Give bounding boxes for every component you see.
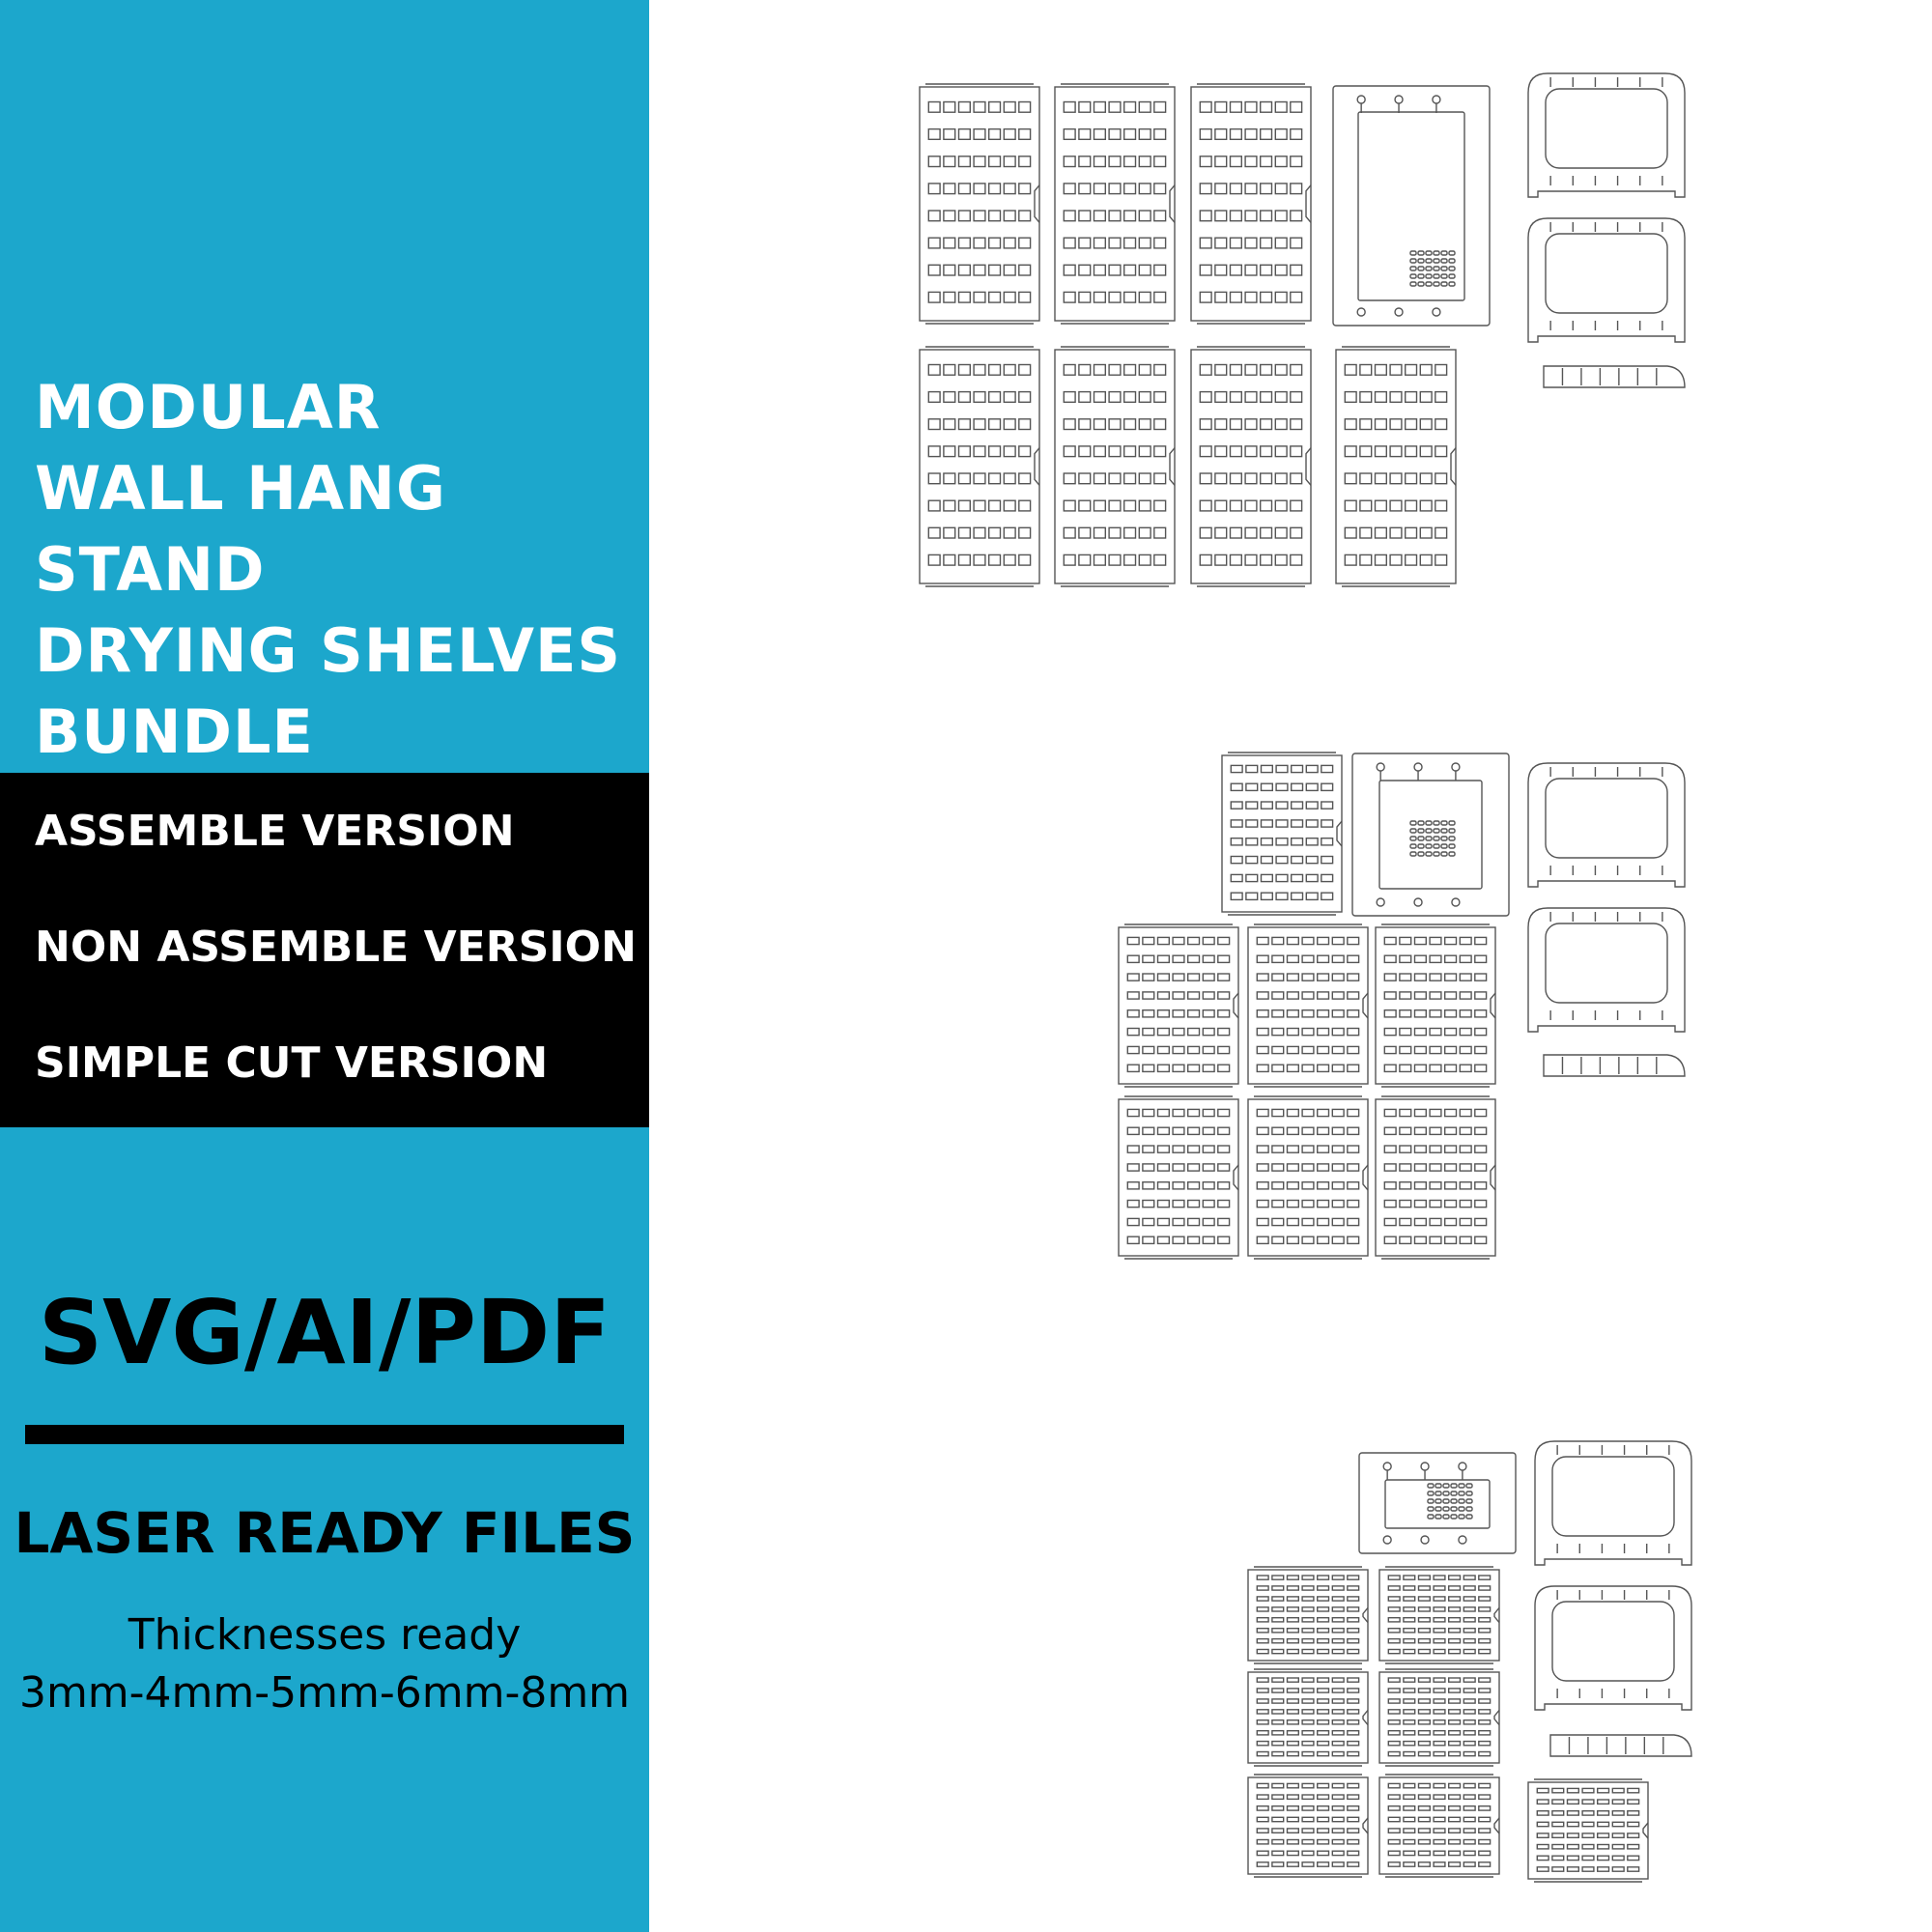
mesh-panel bbox=[1248, 1567, 1368, 1663]
left-info-panel bbox=[0, 0, 649, 1932]
shelf-side-frame bbox=[1528, 218, 1685, 342]
versions-band bbox=[0, 773, 649, 1127]
mesh-panel bbox=[1379, 1567, 1499, 1663]
shelf-front-lip bbox=[1550, 1735, 1691, 1756]
title-line: DRYING SHELVES bbox=[35, 615, 621, 686]
title-line: BUNDLE bbox=[35, 696, 314, 767]
file-formats: SVG/AI/PDF bbox=[38, 1281, 611, 1384]
shelf-side-frame bbox=[1535, 1586, 1691, 1710]
shelf-front-lip bbox=[1544, 1055, 1685, 1076]
mesh-panel bbox=[1248, 1775, 1368, 1877]
mesh-panel bbox=[1379, 1775, 1499, 1877]
mesh-panel bbox=[1222, 753, 1342, 915]
mesh-panel bbox=[1119, 1096, 1238, 1259]
mesh-panel bbox=[1248, 1669, 1368, 1766]
mesh-panel bbox=[1376, 924, 1495, 1087]
mesh-panel bbox=[1191, 84, 1311, 324]
mesh-panel bbox=[1055, 347, 1175, 586]
title-line: STAND bbox=[35, 534, 266, 605]
mesh-panel bbox=[920, 347, 1039, 586]
product-title bbox=[35, 367, 621, 773]
shelf-side-frame bbox=[1528, 73, 1685, 197]
mesh-panel bbox=[1528, 1779, 1648, 1882]
version-simple-cut: SIMPLE CUT VERSION bbox=[35, 1038, 549, 1088]
laser-ready-label: LASER READY FILES bbox=[14, 1500, 636, 1566]
shelf-side-frame bbox=[1528, 908, 1685, 1032]
back-panel bbox=[1333, 86, 1490, 326]
mesh-panel bbox=[1379, 1669, 1499, 1766]
version-non-assemble: NON ASSEMBLE VERSION bbox=[35, 923, 637, 972]
mesh-panel bbox=[1191, 347, 1311, 586]
mesh-panel bbox=[1119, 924, 1238, 1087]
mesh-panel bbox=[1248, 924, 1368, 1087]
parts-layout-diagram bbox=[649, 0, 1932, 1932]
mesh-panel bbox=[1336, 347, 1456, 586]
mesh-panel bbox=[1376, 1096, 1495, 1259]
back-panel bbox=[1359, 1453, 1516, 1553]
mesh-panel bbox=[920, 84, 1039, 324]
shelf-side-frame bbox=[1528, 763, 1685, 887]
divider-bar bbox=[25, 1425, 624, 1444]
version-assemble: ASSEMBLE VERSION bbox=[35, 807, 515, 856]
mesh-panel bbox=[1055, 84, 1175, 324]
thickness-label: Thicknesses ready bbox=[128, 1610, 522, 1660]
title-line: MODULAR bbox=[35, 372, 382, 442]
thickness-values: 3mm-4mm-5mm-6mm-8mm bbox=[18, 1668, 631, 1718]
shelf-front-lip bbox=[1544, 366, 1685, 387]
shelf-side-frame bbox=[1535, 1441, 1691, 1565]
title-line: WALL HANG bbox=[35, 453, 446, 524]
mesh-panel bbox=[1248, 1096, 1368, 1259]
back-panel bbox=[1352, 753, 1509, 916]
